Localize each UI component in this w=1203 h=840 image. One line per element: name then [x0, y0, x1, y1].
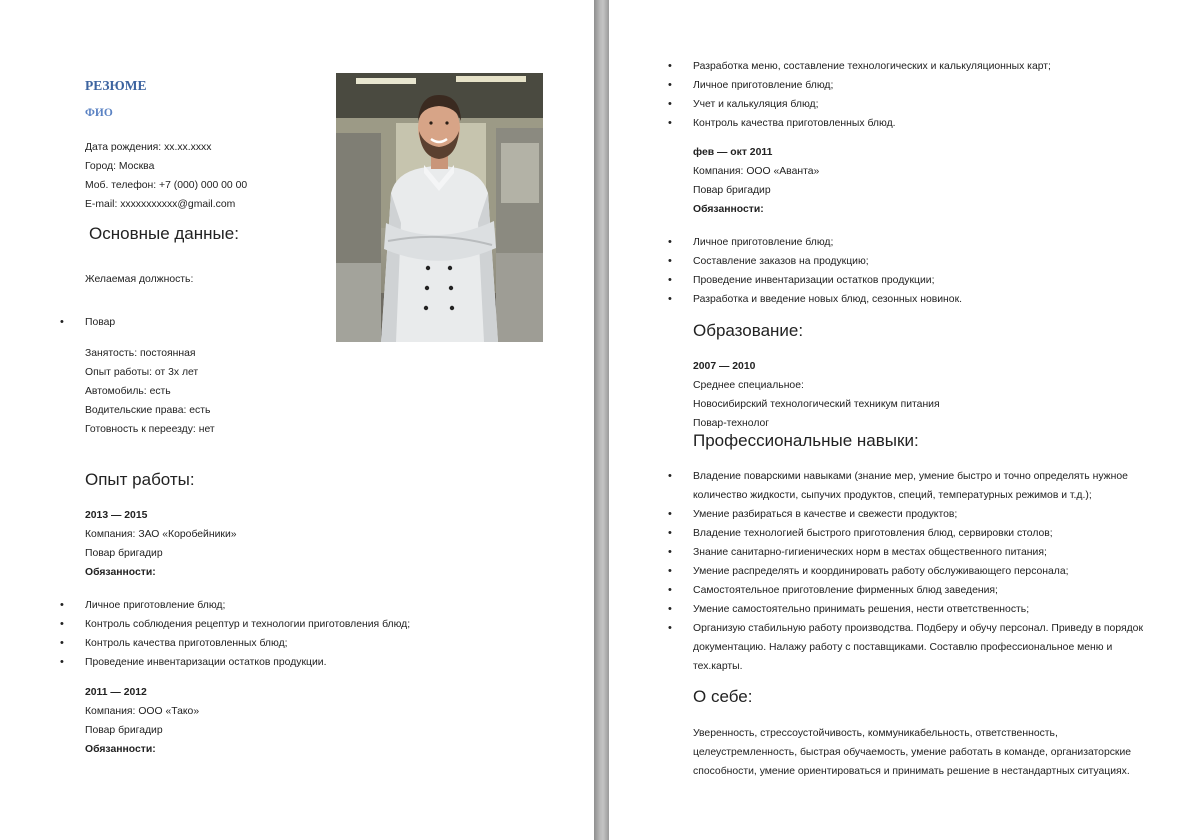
list-item: • Разработка и введение новых блюд, сезонных новинок.: [693, 290, 962, 309]
job3-company: Компания: ООО «Аванта»: [693, 166, 820, 177]
list-item: • Личное приготовление блюд;: [693, 76, 1051, 95]
driver-license: Водительские права: есть: [85, 405, 211, 416]
full-name-heading: ФИО: [85, 107, 113, 119]
job3-role: Повар бригадир: [693, 185, 771, 196]
desired-position-label: Желаемая должность:: [85, 274, 194, 285]
list-item: • Умение распределять и координировать работу обслуживающего персонала;: [693, 562, 1163, 581]
job2-period: 2011 — 2012: [85, 687, 147, 698]
list-item: • Контроль соблюдения рецептур и технологии приготовления блюд;: [85, 615, 410, 634]
city: Город: Москва: [85, 161, 155, 172]
list-item: • Повар: [85, 313, 115, 332]
resume-title: РЕЗЮМЕ: [85, 78, 147, 93]
job2-role: Повар бригадир: [85, 725, 163, 736]
resume-page-1: [0, 0, 594, 840]
list-item: • Самостоятельное приготовление фирменных блюд заведения;: [693, 581, 1163, 600]
list-item: • Организую стабильную работу производства. Подберу и обучу персонал. Приведу в порядок документацию. Налажу работу с поставщиками. Составлю профессиональное меню и тех.карты.: [693, 619, 1163, 676]
list-item: • Учет и калькуляция блюд;: [693, 95, 1051, 114]
about-text: Уверенность, стрессоустойчивость, коммуникабельность, ответственность, целеустремленность, быстрая обучаемость, умение работать в команде, организаторские способности, умение ориентироваться и принимать решение в нестандартных ситуациях.: [693, 728, 1132, 777]
list-item: • Знание санитарно-гигиенических норм в местах общественного питания;: [693, 543, 1163, 562]
list-item: • Контроль качества приготовленных блюд;: [85, 634, 410, 653]
job3-duties-list: [693, 233, 962, 309]
list-item: • Разработка меню, составление технологических и калькуляционных карт;: [693, 57, 1051, 76]
skills-list: [693, 467, 1163, 676]
resume-page-2: [609, 0, 1203, 840]
list-item: • Умение самостоятельно принимать решения, нести ответственность;: [693, 600, 1163, 619]
relocation: Готовность к переезду: нет: [85, 424, 215, 435]
job2-duties-label: Обязанности:: [85, 744, 156, 755]
education-period: 2007 — 2010: [693, 361, 756, 372]
list-item: • Проведение инвентаризации остатков продукции;: [693, 271, 962, 290]
job3-period: фев — окт 2011: [693, 147, 773, 158]
list-item: • Составление заказов на продукцию;: [693, 252, 962, 271]
experience-years: Опыт работы: от 3х лет: [85, 367, 199, 378]
profile-photo: [336, 73, 543, 342]
job1-duties-label: Обязанности:: [85, 567, 156, 578]
list-item: • Умение разбираться в качестве и свежести продуктов;: [693, 505, 1163, 524]
job1-role: Повар бригадир: [85, 548, 163, 559]
list-item: • Личное приготовление блюд;: [85, 596, 410, 615]
education-heading: Образование:: [693, 321, 804, 340]
list-item: • Контроль качества приготовленных блюд.: [693, 114, 1051, 133]
birth-date: Дата рождения: xx.xx.xxxx: [85, 142, 212, 153]
employment: Занятость: постоянная: [85, 348, 196, 359]
job2-company: Компания: ООО «Тако»: [85, 706, 200, 717]
education-level: Среднее специальное:: [693, 380, 804, 391]
basic-data-heading: Основные данные:: [89, 224, 239, 243]
list-item: • Владение поварскими навыками (знание мер, умение быстро и точно определять нужное количество жидкости, сыпучих продуктов, специй, температурных режимов и т.д.);: [693, 467, 1163, 505]
education-school: Новосибирский технологический техникум питания: [693, 399, 940, 410]
phone: Моб. телефон: +7 (000) 000 00 00: [85, 180, 248, 191]
education-specialty: Повар-технолог: [693, 418, 770, 429]
job3-duties-label: Обязанности:: [693, 204, 764, 215]
list-item: • Владение технологией быстрого приготовления блюд, сервировки столов;: [693, 524, 1163, 543]
list-item: • Проведение инвентаризации остатков продукции.: [85, 653, 410, 672]
email: E-mail: xxxxxxxxxxx@gmail.com: [85, 199, 236, 210]
chef-photo-illustration: [336, 73, 543, 342]
job1-period: 2013 — 2015: [85, 510, 148, 521]
page-divider: [594, 0, 609, 840]
experience-heading: Опыт работы:: [85, 470, 195, 489]
job2-duties-list: [693, 57, 1051, 133]
about-heading: О себе:: [693, 687, 753, 706]
car: Автомобиль: есть: [85, 386, 171, 397]
job1-duties-list: [85, 596, 410, 672]
position-list: [85, 313, 115, 332]
job1-company: Компания: ЗАО «Коробейники»: [85, 529, 237, 540]
list-item: • Личное приготовление блюд;: [693, 233, 962, 252]
skills-heading: Профессиональные навыки:: [693, 431, 919, 450]
